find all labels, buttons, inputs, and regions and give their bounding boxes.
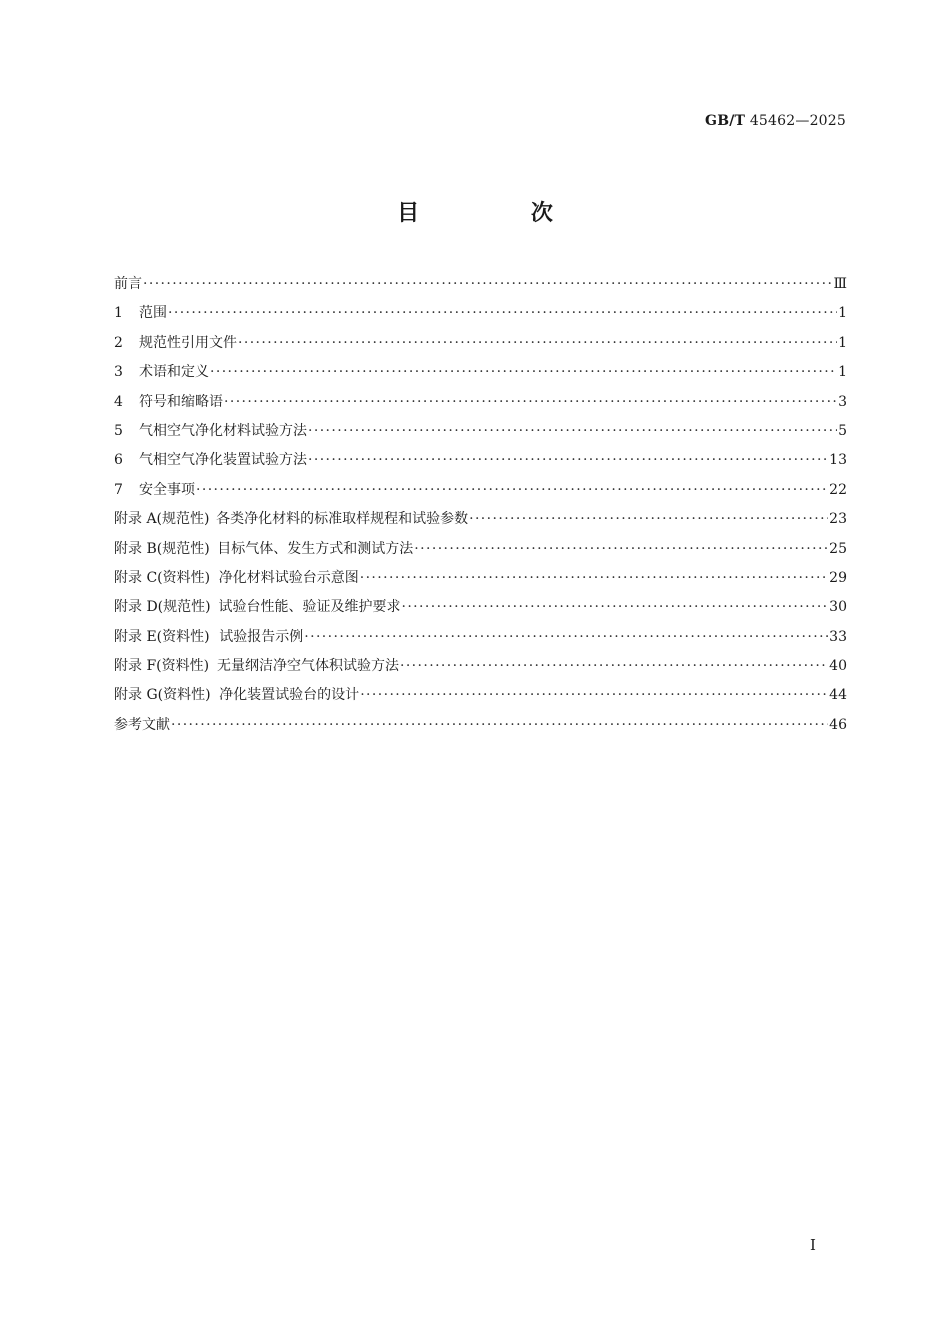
toc-entry-label: 安全事项 xyxy=(139,481,195,498)
toc-entry-label: 气相空气净化材料试验方法 xyxy=(139,422,307,439)
toc-leader-dots xyxy=(469,507,828,531)
toc-entry-page: 23 xyxy=(829,511,847,528)
toc-entry-number: 6 xyxy=(114,452,123,469)
toc-entry-page: 3 xyxy=(838,393,847,410)
toc-entry-6[interactable] xyxy=(114,448,847,477)
toc-leader-dots xyxy=(360,683,828,707)
toc-leader-dots xyxy=(238,331,837,355)
toc-entry-label: 规范性引用文件 xyxy=(139,334,237,351)
toc-entry-number: 3 xyxy=(114,364,123,381)
toc-entry-page: Ⅲ xyxy=(833,276,847,292)
toc-entry-page: 30 xyxy=(829,599,847,616)
toc-entry-page: 33 xyxy=(829,628,847,645)
toc-entry-label: 附录 B(规范性) xyxy=(114,540,210,557)
toc-entry-label: 气相空气净化装置试验方法 xyxy=(139,452,307,469)
toc-entry-annex-b[interactable] xyxy=(114,537,847,566)
toc-entry-page: 44 xyxy=(829,687,847,704)
toc-entry-number: 2 xyxy=(114,334,123,351)
toc-entry-label: 附录 E(资料性) xyxy=(114,628,210,645)
toc-entry-page: 1 xyxy=(838,364,847,381)
toc-entry-label: 符号和缩略语 xyxy=(139,393,223,410)
toc-leader-dots xyxy=(210,360,837,384)
toc-entry-annex-d[interactable] xyxy=(114,595,847,624)
toc-entry-annex-a[interactable] xyxy=(114,507,847,536)
toc-entry-label: 附录 F(资料性) xyxy=(114,658,210,675)
toc-entry-subtitle: 无量纲洁净空气体积试验方法 xyxy=(216,658,399,675)
toc-entry-label: 术语和定义 xyxy=(139,364,209,381)
toc-entry-page: 40 xyxy=(829,658,847,675)
toc-entry-annex-g[interactable] xyxy=(114,683,847,712)
standard-prefix: GB/T xyxy=(705,113,746,129)
toc-entry-subtitle: 净化装置试验台的设计 xyxy=(219,687,360,704)
toc-entry-label: 参考文献 xyxy=(114,716,170,733)
toc-entry-annex-e[interactable] xyxy=(114,625,847,654)
toc-entry-subtitle: 各类净化材料的标准取样规程和试验参数 xyxy=(216,511,469,528)
toc-entry-label: 附录 D(规范性) xyxy=(114,599,211,616)
toc-leader-dots xyxy=(143,272,832,296)
toc-leader-dots xyxy=(400,654,828,678)
toc-entry-page: 5 xyxy=(838,422,847,439)
toc-leader-dots xyxy=(360,566,828,590)
toc-leader-dots xyxy=(168,301,837,325)
toc-leader-dots xyxy=(308,448,828,472)
toc-entry-5[interactable] xyxy=(114,419,847,448)
toc-entry-subtitle: 净化材料试验台示意图 xyxy=(218,569,359,586)
table-of-contents xyxy=(114,272,847,742)
toc-entry-7[interactable] xyxy=(114,478,847,507)
toc-entry-number: 4 xyxy=(114,393,123,410)
toc-leader-dots xyxy=(414,537,828,561)
toc-entry-label: 前言 xyxy=(114,276,142,292)
toc-entry-number: 1 xyxy=(114,305,123,322)
toc-entry-subtitle: 试验报告示例 xyxy=(219,628,304,645)
toc-entry-subtitle: 试验台性能、验证及维护要求 xyxy=(218,599,401,616)
standard-code xyxy=(705,113,846,129)
toc-entry-annex-c[interactable] xyxy=(114,566,847,595)
toc-entry-number: 5 xyxy=(114,422,123,439)
standard-number: 45462—2025 xyxy=(749,113,846,129)
toc-entry-3[interactable] xyxy=(114,360,847,389)
toc-entry-label: 范围 xyxy=(139,305,167,322)
page-title: 目 次 xyxy=(397,201,605,226)
toc-leader-dots xyxy=(171,713,828,737)
page-number: I xyxy=(810,1236,816,1254)
toc-entry-number: 7 xyxy=(114,481,123,498)
toc-entry-page: 25 xyxy=(829,540,847,557)
toc-entry-page: 46 xyxy=(829,716,847,733)
toc-entry-label: 附录 C(资料性) xyxy=(114,569,211,586)
toc-entry-page: 13 xyxy=(829,452,847,469)
toc-entry-label: 附录 A(规范性) xyxy=(114,511,210,528)
toc-entry-label: 附录 G(资料性) xyxy=(114,687,211,704)
toc-leader-dots xyxy=(401,595,828,619)
toc-entry-page: 22 xyxy=(829,481,847,498)
toc-leader-dots xyxy=(308,419,837,443)
toc-entry-annex-f[interactable] xyxy=(114,654,847,683)
toc-entry-page: 1 xyxy=(838,334,847,351)
toc-entry-bibliography[interactable] xyxy=(114,713,847,742)
toc-entry-subtitle: 目标气体、发生方式和测试方法 xyxy=(217,540,414,557)
toc-entry-page: 1 xyxy=(838,305,847,322)
toc-leader-dots xyxy=(196,478,828,502)
toc-entry-page: 29 xyxy=(829,569,847,586)
toc-entry-2[interactable] xyxy=(114,331,847,360)
toc-entry-foreword[interactable] xyxy=(114,272,847,301)
toc-entry-4[interactable] xyxy=(114,390,847,419)
toc-leader-dots xyxy=(304,625,828,649)
toc-entry-1[interactable] xyxy=(114,301,847,330)
toc-leader-dots xyxy=(224,390,837,414)
